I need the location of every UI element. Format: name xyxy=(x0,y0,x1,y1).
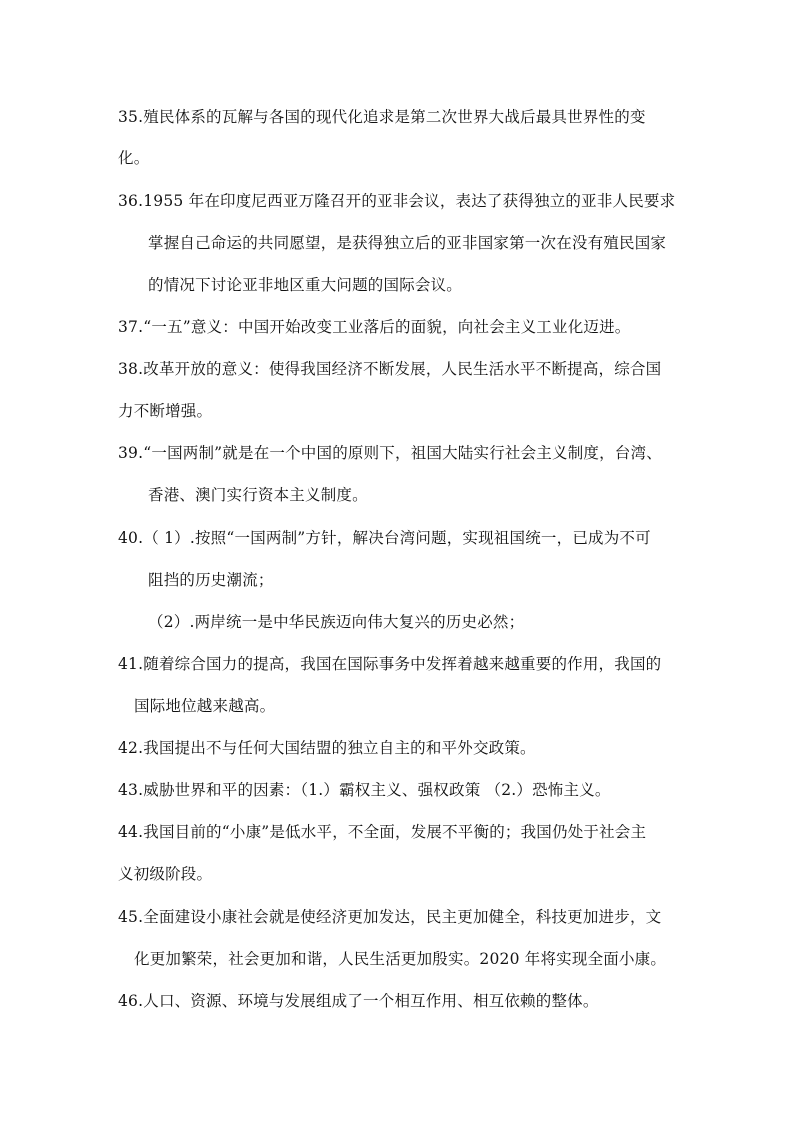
text-line-36-cont2: 的情况下讨论亚非地区重大问题的国际会议。 xyxy=(148,276,463,294)
text-line-41: 41.随着综合国力的提高，我国在国际事务中发挥着越来越重要的作用，我国的 xyxy=(118,655,662,673)
text-line-40-2: （2）.两岸统一是中华民族迈向伟大复兴的历史必然； xyxy=(148,613,525,631)
text-line-45-cont: 化更加繁荣，社会更加和谐，人民生活更加殷实。2020 年将实现全面小康。 xyxy=(134,950,667,968)
text-line-39-cont: 香港、澳门实行资本主义制度。 xyxy=(148,486,368,504)
text-line-40-cont: 阻挡的历史潮流； xyxy=(148,571,274,589)
text-line-35-cont: 化。 xyxy=(118,149,150,167)
text-line-39: 39.“一国两制”就是在一个中国的原则下，祖国大陆实行社会主义制度，台湾、 xyxy=(118,444,662,462)
text-line-36: 36.1955 年在印度尼西亚万隆召开的亚非会议，表达了获得独立的亚非人民要求 xyxy=(118,192,676,210)
text-line-40: 40.（ 1）.按照“一国两制”方针，解决台湾问题，实现祖国统一，已成为不可 xyxy=(118,529,651,547)
text-line-45: 45.全面建设小康社会就是使经济更加发达，民主更加健全，科技更加进步，文 xyxy=(118,908,662,926)
text-line-38-cont: 力不断增强。 xyxy=(118,402,213,420)
text-line-36-cont1: 掌握自己命运的共同愿望，是获得独立后的亚非国家第一次在没有殖民国家 xyxy=(148,234,667,252)
text-line-46: 46.人口、资源、环境与发展组成了一个相互作用、相互依赖的整体。 xyxy=(118,992,599,1010)
text-line-41-cont: 国际地位越来越高。 xyxy=(134,697,276,715)
text-line-37: 37.“一五”意义：中国开始改变工业落后的面貌，向社会主义工业化迈进。 xyxy=(118,318,631,336)
text-line-44-cont: 义初级阶段。 xyxy=(118,865,213,883)
text-line-42: 42.我国提出不与任何大国结盟的独立自主的和平外交政策。 xyxy=(118,739,536,757)
text-line-44: 44.我国目前的“小康”是低水平，不全面，发展不平衡的；我国仍处于社会主 xyxy=(118,823,647,841)
text-line-35: 35.殖民体系的瓦解与各国的现代化追求是第二次世界大战后最具世界性的变 xyxy=(118,108,646,126)
text-line-38: 38.改革开放的意义：使得我国经济不断发展，人民生活水平不断提高，综合国 xyxy=(118,360,662,378)
text-line-43: 43.威胁世界和平的因素：（1.）霸权主义、强权政策 （2.）恐怖主义。 xyxy=(118,781,611,799)
